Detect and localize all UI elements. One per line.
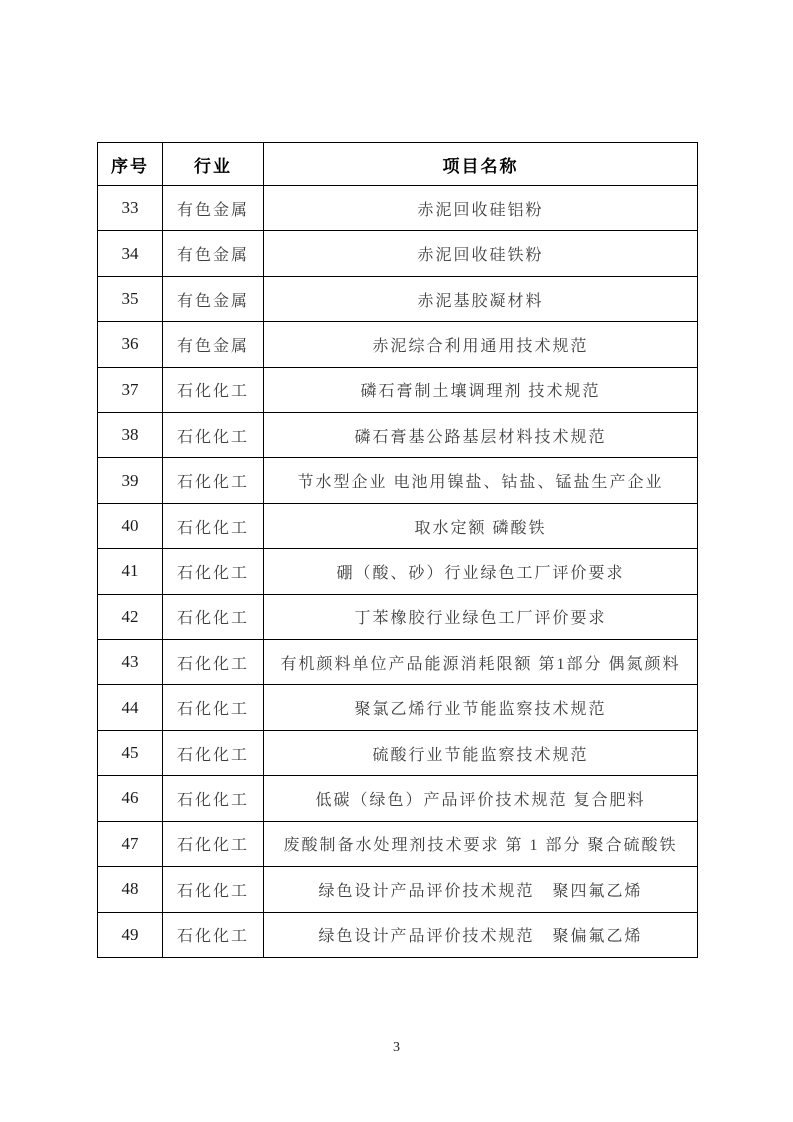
row-seq-number-cell: 46 [98, 776, 163, 821]
row-industry-cell: 石化化工 [163, 912, 264, 958]
row-seq-number-cell: 40 [98, 503, 163, 548]
row-project-name-cell: 硫酸行业节能监察技术规范 [264, 730, 698, 775]
projects-table [97, 142, 698, 958]
header-industry: 行业 [163, 143, 264, 186]
row-seq-number-cell: 36 [98, 322, 163, 367]
header-project-name: 项目名称 [264, 143, 698, 186]
row-seq-number-cell: 37 [98, 367, 163, 412]
row-industry-cell: 石化化工 [163, 594, 264, 639]
table-row [98, 821, 698, 866]
row-industry-cell: 石化化工 [163, 685, 264, 730]
table-row [98, 730, 698, 775]
table-row [98, 503, 698, 548]
row-project-name-cell: 磷石膏基公路基层材料技术规范 [264, 413, 698, 458]
row-industry-cell: 石化化工 [163, 640, 264, 685]
table-row [98, 186, 698, 231]
row-project-name-cell: 赤泥基胶凝材料 [264, 276, 698, 321]
row-seq-number-cell: 49 [98, 912, 163, 958]
table-row [98, 322, 698, 367]
row-project-name-cell: 赤泥回收硅铝粉 [264, 186, 698, 231]
table-row [98, 685, 698, 730]
table-header-row [98, 143, 698, 186]
row-project-name-cell: 丁苯橡胶行业绿色工厂评价要求 [264, 594, 698, 639]
row-seq-number-cell: 47 [98, 821, 163, 866]
row-seq-number-cell: 38 [98, 413, 163, 458]
row-industry-cell: 石化化工 [163, 867, 264, 912]
row-project-name-cell: 废酸制备水处理剂技术要求 第 1 部分 聚合硫酸铁 [264, 821, 698, 866]
row-seq-number-cell: 42 [98, 594, 163, 639]
table-row [98, 413, 698, 458]
header-seq-number: 序号 [98, 143, 163, 186]
row-industry-cell: 石化化工 [163, 730, 264, 775]
row-project-name-cell: 绿色设计产品评价技术规范 聚四氟乙烯 [264, 867, 698, 912]
row-seq-number-cell: 44 [98, 685, 163, 730]
table-row [98, 367, 698, 412]
row-seq-number-cell: 34 [98, 231, 163, 276]
table-row [98, 549, 698, 594]
row-industry-cell: 有色金属 [163, 186, 264, 231]
row-industry-cell: 石化化工 [163, 821, 264, 866]
row-project-name-cell: 赤泥综合利用通用技术规范 [264, 322, 698, 367]
row-project-name-cell: 磷石膏制土壤调理剂 技术规范 [264, 367, 698, 412]
row-project-name-cell: 节水型企业 电池用镍盐、钴盐、锰盐生产企业 [264, 458, 698, 503]
table-row [98, 231, 698, 276]
row-project-name-cell: 聚氯乙烯行业节能监察技术规范 [264, 685, 698, 730]
table-row [98, 867, 698, 912]
row-seq-number-cell: 43 [98, 640, 163, 685]
table-row [98, 912, 698, 958]
row-industry-cell: 石化化工 [163, 413, 264, 458]
row-project-name-cell: 取水定额 磷酸铁 [264, 503, 698, 548]
row-industry-cell: 石化化工 [163, 503, 264, 548]
row-seq-number-cell: 35 [98, 276, 163, 321]
row-seq-number-cell: 45 [98, 730, 163, 775]
table-row [98, 458, 698, 503]
row-industry-cell: 有色金属 [163, 276, 264, 321]
row-industry-cell: 有色金属 [163, 322, 264, 367]
table-row [98, 776, 698, 821]
row-industry-cell: 石化化工 [163, 458, 264, 503]
row-industry-cell: 石化化工 [163, 367, 264, 412]
table-body [98, 186, 698, 958]
row-project-name-cell: 绿色设计产品评价技术规范 聚偏氟乙烯 [264, 912, 698, 958]
row-project-name-cell: 赤泥回收硅铁粉 [264, 231, 698, 276]
row-seq-number-cell: 39 [98, 458, 163, 503]
row-industry-cell: 有色金属 [163, 231, 264, 276]
row-project-name-cell: 有机颜料单位产品能源消耗限额 第1部分 偶氮颜料 [264, 640, 698, 685]
row-project-name-cell: 低碳（绿色）产品评价技术规范 复合肥料 [264, 776, 698, 821]
row-seq-number-cell: 41 [98, 549, 163, 594]
table-row [98, 276, 698, 321]
row-industry-cell: 石化化工 [163, 549, 264, 594]
table-row [98, 640, 698, 685]
row-project-name-cell: 硼（酸、砂）行业绿色工厂评价要求 [264, 549, 698, 594]
row-seq-number-cell: 48 [98, 867, 163, 912]
page-number: 3 [393, 1040, 400, 1055]
row-seq-number-cell: 33 [98, 186, 163, 231]
row-industry-cell: 石化化工 [163, 776, 264, 821]
table-row [98, 594, 698, 639]
